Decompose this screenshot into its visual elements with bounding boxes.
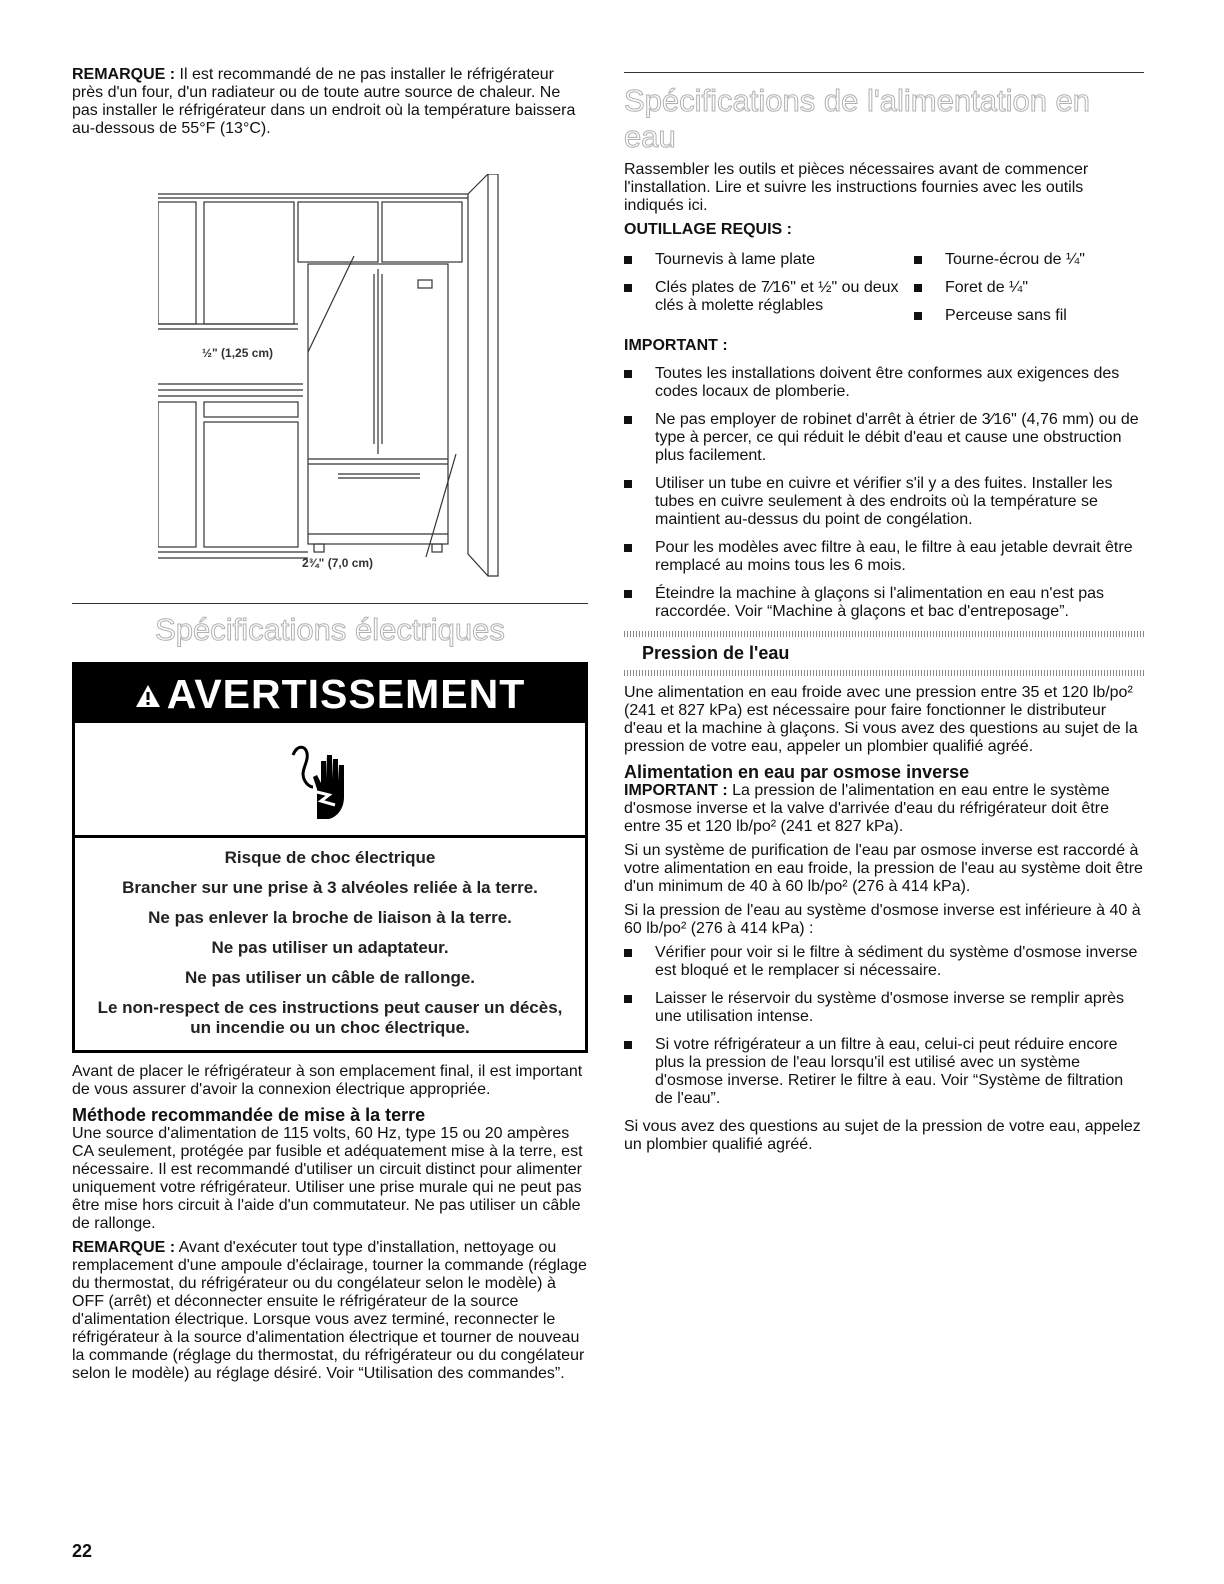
warning-body <box>75 838 585 1050</box>
intro-paragraph: Rassembler les outils et pièces nécessaires avant de commencer l'installation. Lire et suivre les instructions fournies avec les outils indiqués ici. <box>624 161 1089 214</box>
left-column <box>72 66 588 1383</box>
remarque2-label: REMARQUE : <box>72 1239 176 1256</box>
warning-icon-area <box>75 723 585 838</box>
methode-paragraph: Une source d'alimentation de 115 volts, 60 Hz, type 15 ou 20 ampères CA seulement, protégée par fusible et adéquatement mise à la terre, est nécessaire. Il est recommandé d'utiliser un circuit distinct pour alimenter uniquement votre réfrigérateur. Utiliser une prise murale qui ne peut pas être mise hors circuit à l'aide d'un commutateur. Ne pas utiliser un câble de rallonge. <box>72 1125 583 1232</box>
list-item: Laisser le réservoir du système d'osmose inverse se remplir après une utilisation intense. <box>624 990 1144 1026</box>
section-rule <box>72 603 588 604</box>
warning-line: Risque de choc électrique <box>224 848 436 867</box>
outillage-heading: OUTILLAGE REQUIS : <box>624 221 792 238</box>
list-item: Éteindre la machine à glaçons si l'alimentation en eau n'est pas raccordée. Voir “Machine à glaçons et bac d'entreposage”. <box>624 585 1144 621</box>
warning-header-text: AVERTISSEMENT <box>166 671 526 717</box>
warning-line: Le non-respect de ces instructions peut causer un décès, un incendie ou un choc électrique. <box>97 998 563 1037</box>
list-item: Vérifier pour voir si le filtre à sédiment du système d'osmose inverse est bloqué et le remplacer si nécessaire. <box>624 944 1144 980</box>
osmose-paragraph: Si la pression de l'eau au système d'osmose inverse est inférieure à 40 à 60 lb/po² (276 à 414 kPa) : <box>624 902 1141 937</box>
list-item: Toutes les installations doivent être conformes aux exigences des codes locaux de plomberie. <box>624 365 1144 401</box>
warning-header <box>75 665 585 723</box>
electrical-specs-title: Spécifications électriques <box>155 612 505 647</box>
diagram-label-two-three-quarter-inch: 2¾" (7,0 cm) <box>302 556 374 570</box>
hatch-rule <box>624 670 1144 676</box>
osmose-list <box>624 944 1144 1108</box>
tools-column-2 <box>914 251 1144 335</box>
list-item: Tourne-écrou de ¼" <box>914 251 1144 269</box>
warning-line: Ne pas enlever la broche de liaison à la terre. <box>148 908 512 927</box>
methode-heading: Méthode recommandée de mise à la terre <box>72 1105 426 1125</box>
tools-column-1 <box>624 251 914 335</box>
list-item: Tournevis à lame plate <box>624 251 914 269</box>
list-item: Utiliser un tube en cuivre et vérifier s'il y a des fuites. Installer les tubes en cuivre seulement à des endroits où la température se maintient au-dessus du point de congélation. <box>624 475 1144 529</box>
list-item: Foret de ¼" <box>914 279 1144 297</box>
list-item: Clés plates de 7⁄16" et ½" ou deux clés à molette réglables <box>624 279 914 315</box>
osmose-important-text: La pression de l'alimentation en eau entre le système d'osmose inverse et la valve d'arrivée d'eau du réfrigérateur doit être entre 35 et 120 lb/po² (241 et 827 kPa). <box>624 782 1110 835</box>
warning-triangle-icon <box>135 665 161 723</box>
water-specs-title: Spécifications de l'alimentation en eau <box>624 83 1091 154</box>
section-rule <box>624 72 1144 73</box>
remarque-text: Il est recommandé de ne pas installer le réfrigérateur près d'un four, d'un radiateur ou de toute autre source de chaleur. Ne pas installer le réfrigérateur dans un endroit où la température baissera au-dessous de 55°F (13°C). <box>72 66 576 137</box>
electric-shock-hand-icon <box>283 741 363 821</box>
closing-paragraph: Si vous avez des questions au sujet de la pression de votre eau, appelez un plombier qualifié agréé. <box>624 1118 1141 1153</box>
warning-line: Brancher sur une prise à 3 alvéoles reliée à la terre. <box>122 878 538 897</box>
remarque-label: REMARQUE : <box>72 66 176 83</box>
diagram-label-half-inch: ½" (1,25 cm) <box>202 346 274 360</box>
warning-line: Ne pas utiliser un adaptateur. <box>211 938 449 957</box>
pression-paragraph: Une alimentation en eau froide avec une pression entre 35 et 120 lb/po² (241 et 827 kPa) est nécessaire pour faire fonctionner le distributeur d'eau et la machine à glaçons. Si vous avez des questions au sujet de la pression de votre eau, appeler un plombier qualifié agréé. <box>624 684 1138 755</box>
warning-box <box>72 662 588 1053</box>
osmose-paragraph: Si un système de purification de l'eau par osmose inverse est raccordé à votre alimentation en eau froide, la pression de l'eau au système doit être d'un minimum de 40 à 60 lb/po² (276 à 414 kPa). <box>624 842 1143 895</box>
list-item: Si votre réfrigérateur a un filtre à eau, celui-ci peut réduire encore plus la pression de l'eau lorsqu'il est utilisé avec un système d'osmose inverse. Retirer le filtre à eau. Voir “Système de filtration de l'eau”. <box>624 1036 1144 1108</box>
pression-section <box>624 631 1144 676</box>
remarque2-text: Avant d'exécuter tout type d'installation, nettoyage ou remplacement d'une ampoule d'éclairage, tourner la commande (réglage du thermostat, du réfrigérateur ou du congélateur selon le modèle) à OFF (arrêt) et déconnecter ensuite le réfrigérateur de la source d'alimentation électrique. Lorsque vous avez terminé, reconnecter le réfrigérateur à la source d'alimentation électrique et tourner de nouveau la commande (réglage du thermostat, du réfrigérateur ou du congélateur selon le modèle) au réglage désiré. Voir “Utilisation des commandes”. <box>72 1239 587 1382</box>
osmose-important-label: IMPORTANT : <box>624 782 728 799</box>
list-item: Ne pas employer de robinet d'arrêt à étrier de 3⁄16" (4,76 mm) ou de type à percer, ce qui réduit le débit d'eau et cause une obstruction plus facilement. <box>624 411 1144 465</box>
tools-list <box>624 251 1144 335</box>
pression-title: Pression de l'eau <box>642 643 790 663</box>
warning-line: Ne pas utiliser un câble de rallonge. <box>184 968 476 987</box>
list-item: Perceuse sans fil <box>914 307 1144 325</box>
remarque2-paragraph <box>72 1239 588 1383</box>
page-number: 22 <box>72 1541 93 1561</box>
right-column <box>624 72 1144 1154</box>
osmose-important-paragraph <box>624 782 1144 836</box>
remarque-paragraph <box>72 66 588 138</box>
refrigerator-diagram-svg <box>158 174 518 594</box>
important-list <box>624 365 1144 621</box>
important-heading: IMPORTANT : <box>624 337 728 354</box>
avant-paragraph: Avant de placer le réfrigérateur à son emplacement final, il est important de vous assurer d'avoir la connexion électrique appropriée. <box>72 1063 583 1098</box>
list-item: Pour les modèles avec filtre à eau, le filtre à eau jetable devrait être remplacé au moins tous les 6 mois. <box>624 539 1144 575</box>
osmose-heading: Alimentation en eau par osmose inverse <box>624 762 970 782</box>
refrigerator-clearance-diagram <box>158 174 518 594</box>
